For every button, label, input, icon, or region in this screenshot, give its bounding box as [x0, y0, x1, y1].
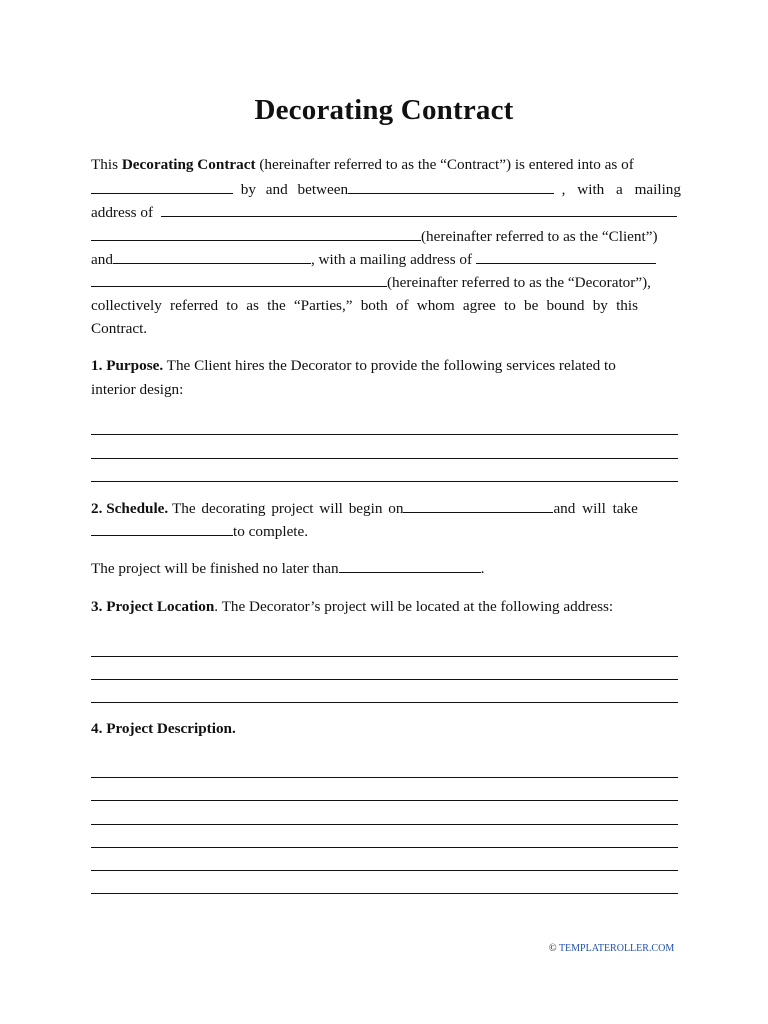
- intro-text: This: [91, 156, 119, 173]
- purpose-blank-line[interactable]: [91, 434, 678, 435]
- section-schedule-line-2: [91, 521, 681, 542]
- section-text: and will take: [553, 500, 638, 517]
- intro-line-7: collectively referred to as the “Parties,” both of whom agree to be bound by this: [91, 297, 639, 314]
- section-text: The decorating project will begin on: [172, 500, 404, 517]
- location-blank-line[interactable]: [91, 702, 678, 703]
- section-description: [91, 719, 681, 739]
- description-blank-line[interactable]: [91, 893, 678, 894]
- client-address-blank[interactable]: [161, 202, 677, 217]
- description-blank-line[interactable]: [91, 870, 678, 871]
- intro-line-4: [91, 226, 681, 247]
- location-blank-line[interactable]: [91, 679, 678, 680]
- description-blank-line[interactable]: [91, 824, 678, 825]
- description-blank-line[interactable]: [91, 847, 678, 848]
- intro-text: and: [91, 251, 113, 268]
- purpose-blank-line[interactable]: [91, 458, 678, 459]
- footer-credit: [549, 943, 674, 954]
- intro-line-6: [91, 272, 681, 293]
- decorator-name-blank[interactable]: [113, 249, 311, 264]
- purpose-blank-line[interactable]: [91, 481, 678, 482]
- section-text: The project will be finished no later than: [91, 560, 339, 577]
- section-heading: 3. Project Location: [91, 598, 215, 615]
- section-location: [91, 597, 681, 617]
- section-schedule: [91, 498, 681, 519]
- duration-blank[interactable]: [91, 521, 233, 536]
- section-heading: 1. Purpose.: [91, 357, 164, 374]
- section-text: to complete.: [233, 523, 309, 540]
- start-date-blank[interactable]: [403, 498, 553, 513]
- description-blank-line[interactable]: [91, 800, 678, 801]
- decorator-address-blank[interactable]: [476, 249, 656, 264]
- description-blank-line[interactable]: [91, 777, 678, 778]
- section-text: .: [480, 560, 485, 577]
- section-schedule-line-3: [91, 558, 681, 579]
- intro-line-3: [91, 202, 681, 223]
- intro-text: by and between: [240, 181, 349, 198]
- copyright-icon: ©: [549, 943, 557, 954]
- decorator-address-blank-2[interactable]: [91, 272, 387, 287]
- intro-text: (hereinafter referred to as the “Client”): [421, 228, 658, 245]
- intro-line-2: [91, 179, 681, 200]
- intro-text: (hereinafter referred to as the “Decorator”),: [387, 274, 651, 291]
- finish-date-blank[interactable]: [339, 558, 481, 573]
- intro-text: , with a mailing: [561, 181, 681, 198]
- location-blank-line[interactable]: [91, 656, 678, 657]
- intro-line-5: [91, 249, 681, 270]
- intro-text: (hereinafter referred to as the “Contract”) is entered into as of: [259, 156, 634, 173]
- contract-name-bold: Decorating Contract: [121, 156, 256, 173]
- intro-text: , with a mailing address of: [310, 251, 473, 268]
- section-text: The Client hires the Decorator to provide the following services related to: [166, 357, 616, 374]
- intro-line-8: Contract.: [91, 320, 148, 337]
- date-blank[interactable]: [91, 179, 233, 194]
- intro-line-1: [91, 155, 681, 175]
- section-heading: 4. Project Description.: [91, 720, 236, 737]
- document-title: Decorating Contract: [254, 94, 514, 126]
- section-heading: 2. Schedule.: [91, 500, 169, 517]
- client-name-blank[interactable]: [348, 179, 554, 194]
- intro-text: address of: [91, 204, 153, 221]
- section-purpose: [91, 356, 681, 376]
- client-address-blank-2[interactable]: [91, 226, 421, 241]
- section-text: . The Decorator’s project will be located at the following address:: [214, 598, 614, 615]
- templateroller-link[interactable]: TEMPLATEROLLER.COM: [558, 943, 675, 954]
- section-purpose-line-2: interior design:: [91, 381, 184, 398]
